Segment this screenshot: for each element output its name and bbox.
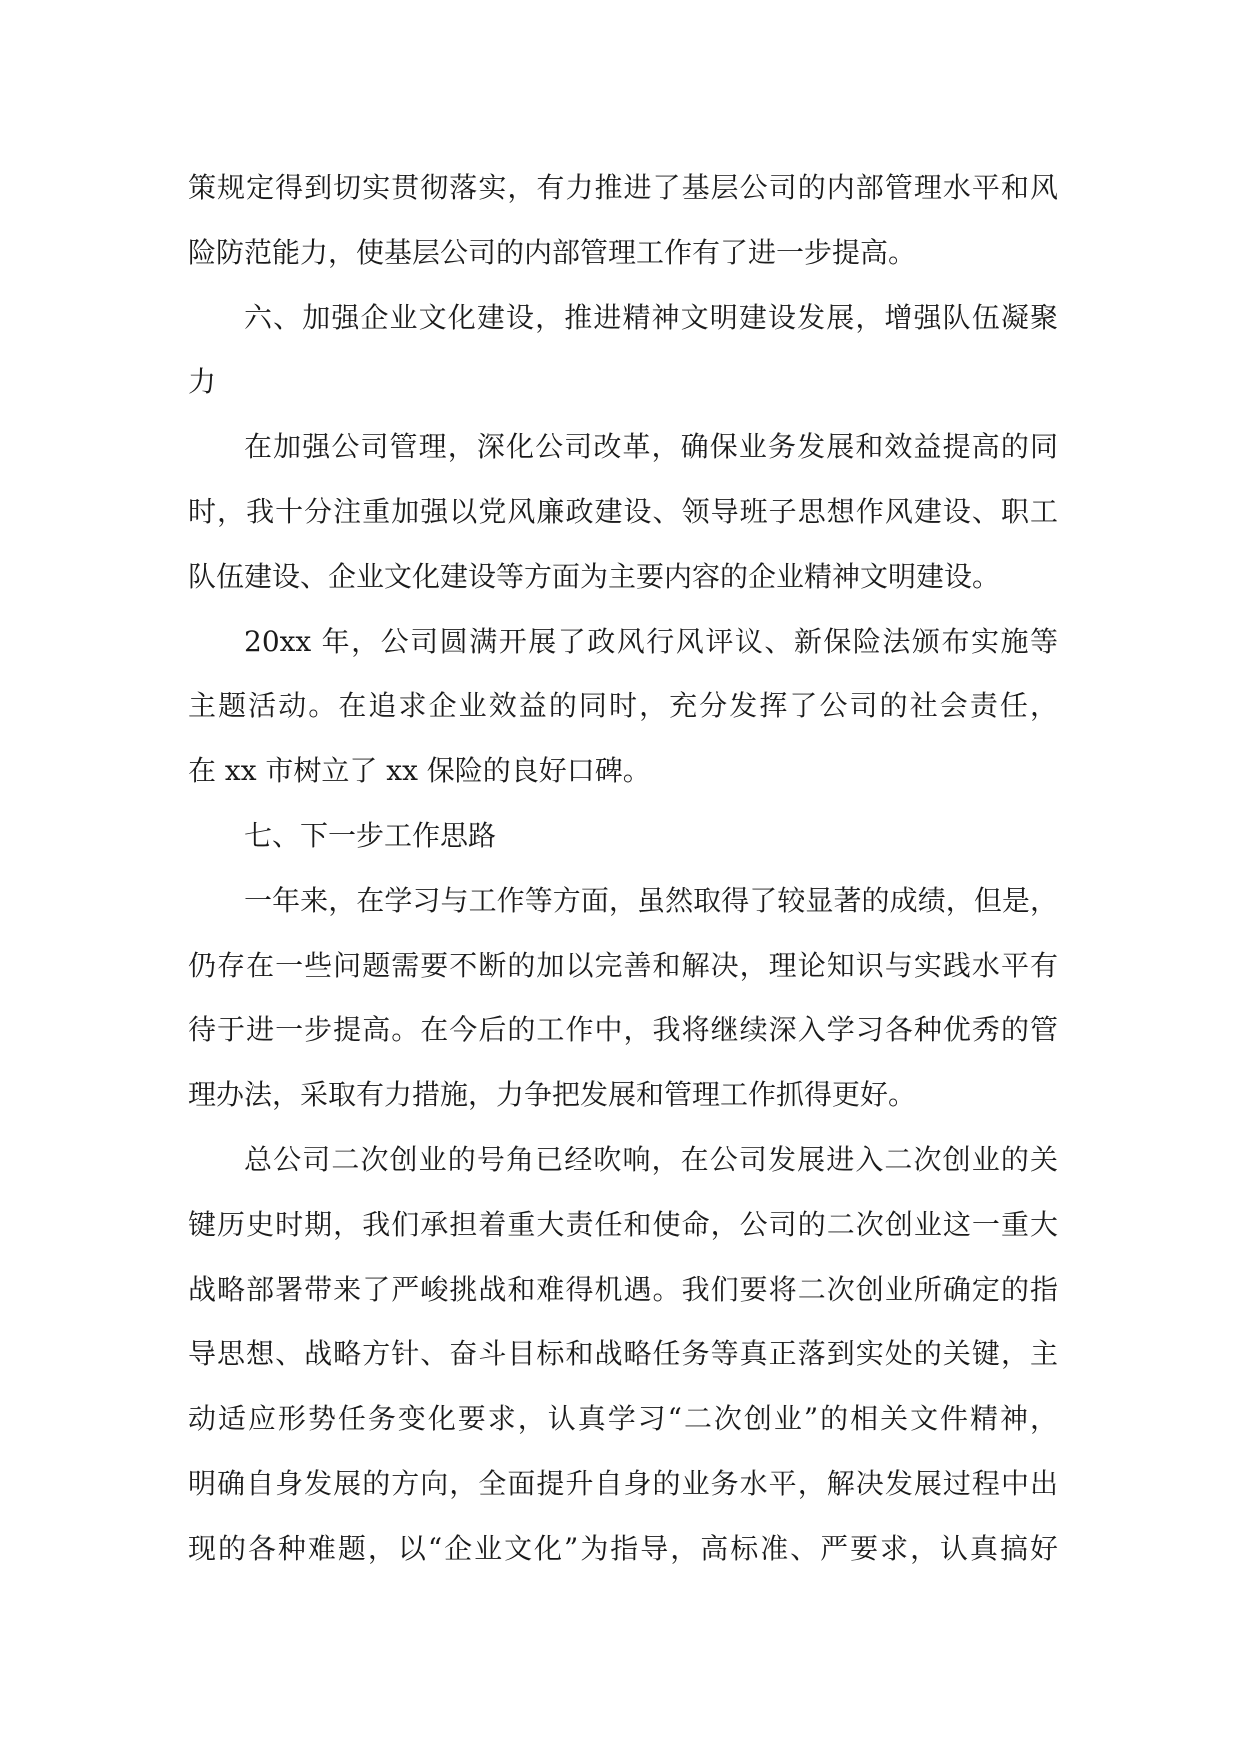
text-line: 队伍建设、企业文化建设等方面为主要内容的企业精神文明建设。 (188, 559, 1001, 593)
text-line: 导思想、战略方针、奋斗目标和战略任务等真正落到实处的关键，主 (188, 1337, 1058, 1371)
text-line: 明确自身发展的方向，全面提升自身的业务水平，解决发展过程中出 (188, 1466, 1058, 1500)
text-line: 在 xx 市树立了 xx 保险的良好口碑。 (188, 754, 651, 788)
text-line: 现的各种难题，以“企业文化”为指导，高标准、严要求，认真搞好 (188, 1531, 1058, 1565)
section-heading-continued: 力 (188, 365, 217, 399)
text-line: 20xx 年，公司圆满开展了政风行风评议、新保险法颁布实施等 (244, 624, 1058, 658)
text-line: 险防范能力，使基层公司的内部管理工作有了进一步提高。 (188, 235, 917, 269)
text-line: 理办法，采取有力措施，力争把发展和管理工作抓得更好。 (188, 1078, 917, 1112)
text-line: 战略部署带来了严峻挑战和难得机遇。我们要将二次创业所确定的指 (188, 1272, 1058, 1306)
section-heading: 六、加强企业文化建设，推进精神文明建设发展，增强队伍凝聚 (244, 300, 1058, 334)
text-line: 时，我十分注重加强以党风廉政建设、领导班子思想作风建设、职工 (188, 494, 1058, 528)
text-line: 动适应形势任务变化要求，认真学习“二次创业”的相关文件精神， (188, 1402, 1058, 1436)
text-line: 在加强公司管理，深化公司改革，确保业务发展和效益提高的同 (244, 430, 1058, 464)
document-body (188, 156, 1058, 1582)
text-line: 仍存在一些问题需要不断的加以完善和解决，理论知识与实践水平有 (188, 948, 1058, 982)
text-line: 总公司二次创业的号角已经吹响，在公司发展进入二次创业的关 (244, 1142, 1058, 1176)
text-line: 一年来，在学习与工作等方面，虽然取得了较显著的成绩，但是， (244, 883, 1058, 917)
text-line: 策规定得到切实贯彻落实，有力推进了基层公司的内部管理水平和风 (188, 171, 1058, 204)
text-line: 待于进一步提高。在今后的工作中，我将继续深入学习各种优秀的管 (188, 1013, 1058, 1047)
text-line: 主题活动。在追求企业效益的同时，充分发挥了公司的社会责任， (188, 689, 1058, 723)
text-line: 键历史时期，我们承担着重大责任和使命，公司的二次创业这一重大 (188, 1207, 1058, 1241)
section-heading: 七、下一步工作思路 (244, 818, 497, 852)
